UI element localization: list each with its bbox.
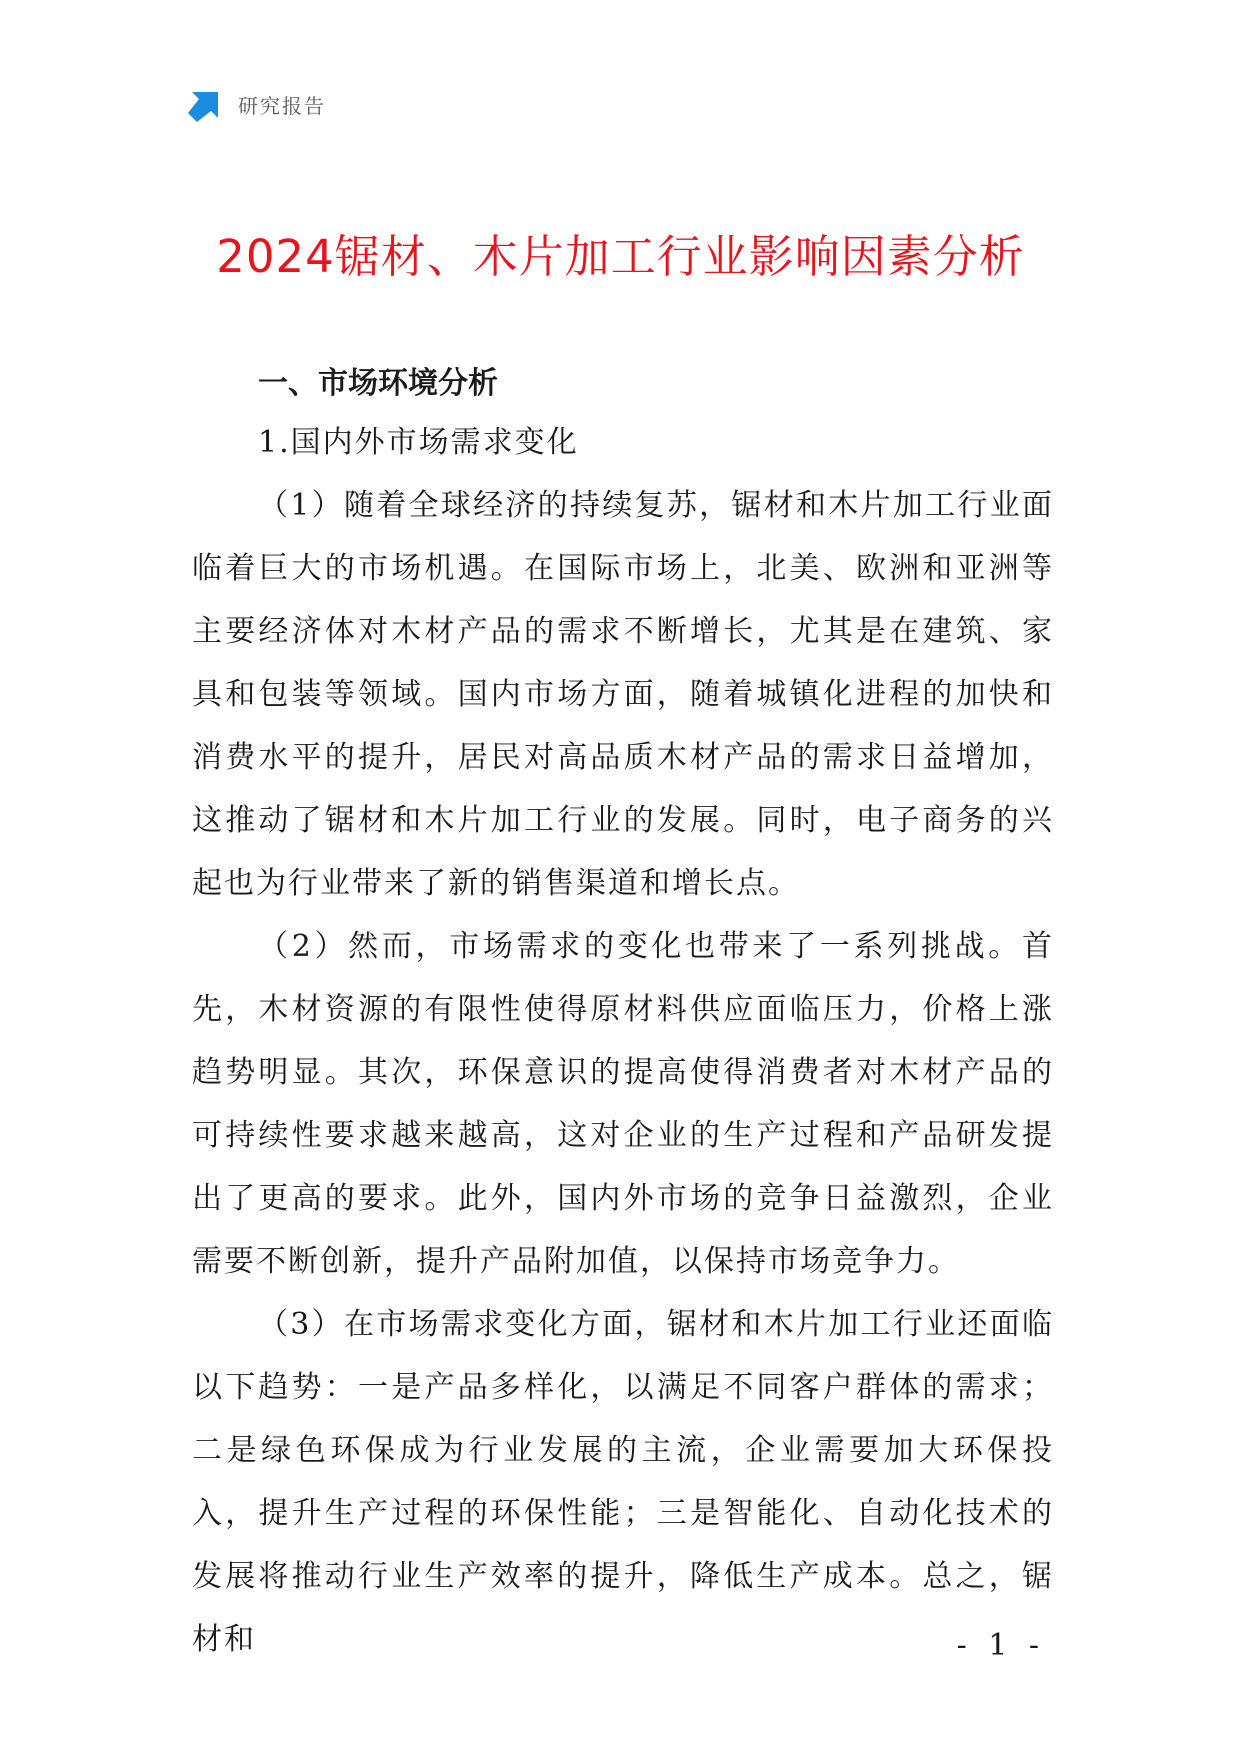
arrow-logo-icon <box>188 86 224 122</box>
header-label: 研究报告 <box>238 93 326 118</box>
document-body <box>192 356 1054 1671</box>
paragraph-1: （1）随着全球经济的持续复苏，锯材和木片加工行业面临着巨大的市场机遇。在国际市场上，北美、欧洲和亚洲等主要经济体对木材产品的需求不断增长，尤其是在建筑、家具和包装等领域。国内市场方面，随着城镇化进程的加快和消费水平的提升，居民对高品质木材产品的需求日益增加，这推动了锯材和木片加工行业的发展。同时，电子商务的兴起也为行业带来了新的销售渠道和增长点。 <box>192 488 1054 901</box>
paragraph-3: （3）在市场需求变化方面，锯材和木片加工行业还面临以下趋势：一是产品多样化，以满足不同客户群体的需求；二是绿色环保成为行业发展的主流，企业需要加大环保投入，提升生产过程的环保性能；三是智能化、自动化技术的发展将推动行业生产效率的提升，降低生产成本。总之，锯材和 <box>192 1307 1054 1657</box>
section-heading: 一、市场环境分析 <box>258 366 498 401</box>
paragraph-2: （2）然而，市场需求的变化也带来了一系列挑战。首先，木材资源的有限性使得原材料供应面临压力，价格上涨趋势明显。其次，环保意识的提高使得消费者对木材产品的可持续性要求越来越高，这对企业的生产过程和产品研发提出了更高的要求。此外，国内外市场的竞争日益激烈，企业需要不断创新，提升产品附加值，以保持市场竞争力。 <box>192 929 1054 1279</box>
page-number: - 1 - <box>956 1628 1045 1663</box>
document-title: 2024锯材、木片加工行业影响因素分析 <box>216 230 1025 283</box>
subsection-heading: 1.国内外市场需求变化 <box>258 425 579 460</box>
header <box>188 86 326 122</box>
